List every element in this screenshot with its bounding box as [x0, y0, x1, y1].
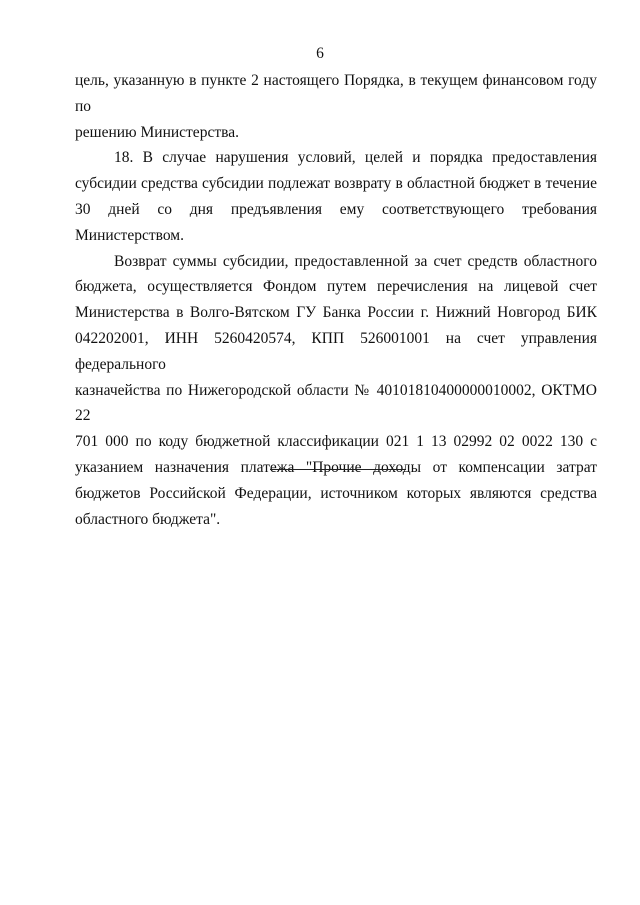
text-line: Министерства в Волго-Вятском ГУ Банка России г. Нижний Новгород БИК: [75, 304, 597, 322]
text-line: указанием назначения платежа "Прочие доходы от компенсации затрат: [75, 458, 597, 476]
text-line: цель, указанную в пункте 2 настоящего Порядка, в текущем финансовом году по: [75, 72, 597, 115]
paragraph-clause-18: [75, 145, 597, 248]
text-line: 30 дней со дня предъявления ему соответствующего требования: [75, 200, 597, 218]
paragraph-continuation: [75, 68, 597, 145]
text-line: Министерством.: [75, 226, 184, 244]
text-line: субсидии средства субсидии подлежат возврату в областной бюджет в течение: [75, 175, 597, 193]
text-line: областного бюджета".: [75, 510, 221, 528]
text-line: бюджета, осуществляется Фондом путем перечисления на лицевой счет: [75, 278, 597, 296]
text-line: 701 000 по коду бюджетной классификации 021 1 13 02992 02 0022 130 с: [75, 433, 597, 451]
end-separator-line: [270, 469, 406, 470]
text-line: решению Министерства.: [75, 123, 239, 141]
text-line: казначейства по Нижегородской области № 40101810400000010002, ОКТМО 22: [75, 381, 597, 425]
text-line: Возврат суммы субсидии, предоставленной за счет средств областного: [114, 252, 597, 270]
text-line: 18. В случае нарушения условий, целей и порядка предоставления: [114, 149, 597, 167]
page-number: 6: [316, 45, 324, 62]
text-line: бюджетов Российской Федерации, источником которых являются средства: [75, 484, 597, 502]
document-body: [75, 68, 597, 532]
paragraph-refund: [75, 249, 597, 533]
text-line: 042202001, ИНН 5260420574, КПП 526001001 на счет управления федерального: [75, 329, 597, 373]
